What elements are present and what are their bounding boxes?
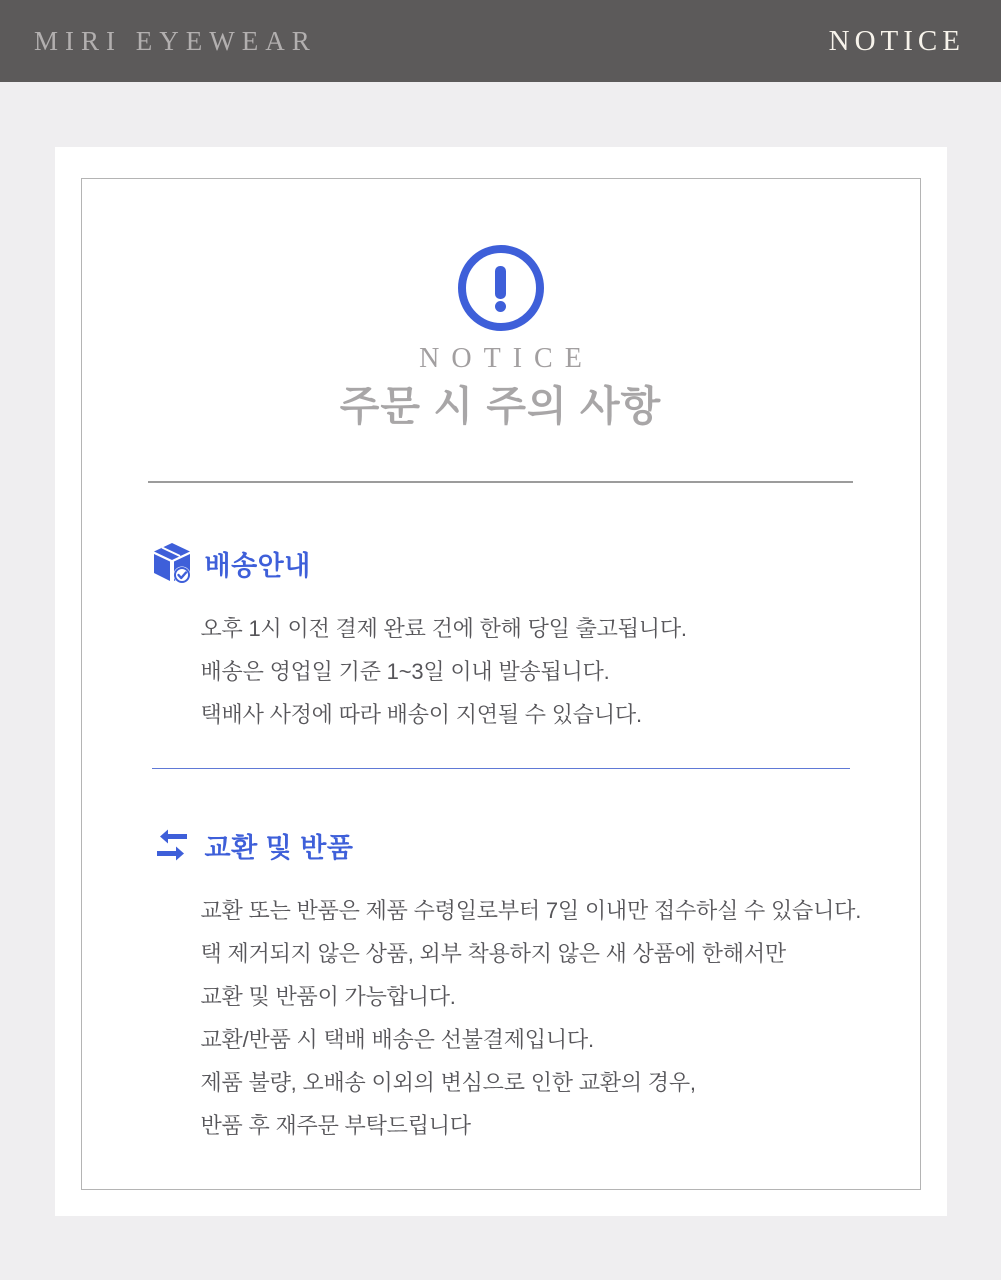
exclamation-bar: [495, 266, 506, 299]
exchange-line: 교환/반품 시 택배 배송은 선불결제입니다.: [200, 1027, 594, 1052]
notice-card: [55, 147, 947, 1216]
title-divider: [148, 481, 853, 483]
section-shipping-title: 배송안내: [204, 550, 311, 581]
package-check-icon: [152, 543, 192, 583]
section-exchange-header: [152, 825, 920, 865]
notice-eyebrow: NOTICE: [419, 343, 594, 374]
shipping-line: 배송은 영업일 기준 1~3일 이내 발송됩니다.: [200, 659, 610, 684]
exchange-line: 교환 및 반품이 가능합니다.: [200, 984, 456, 1009]
notice-card-border-box: [81, 178, 921, 1190]
section-exchange-body: [201, 889, 880, 1147]
section-exchange-title: 교환 및 반품: [204, 832, 354, 863]
exchange-line: 반품 후 재주문 부탁드립니다: [200, 1113, 471, 1138]
section-divider: [152, 768, 850, 769]
exclamation-circle-icon: [458, 245, 544, 331]
exchange-line: 택 제거되지 않은 상품, 외부 착용하지 않은 새 상품에 한해서만: [200, 941, 786, 966]
header-page-label: NOTICE: [828, 24, 965, 57]
section-shipping: [82, 543, 920, 736]
exchange-arrows-icon: [152, 825, 192, 865]
shipping-line: 오후 1시 이전 결제 완료 건에 한해 당일 출고됩니다.: [200, 616, 687, 641]
exchange-line: 교환 또는 반품은 제품 수령일로부터 7일 이내만 접수하실 수 있습니다.: [200, 898, 862, 923]
exclamation-dot: [495, 301, 506, 312]
section-shipping-header: [152, 543, 920, 583]
page-title: 주문 시 주의 사항: [339, 383, 662, 429]
exchange-line: 제품 불량, 오배송 이외의 변심으로 인한 교환의 경우,: [200, 1070, 696, 1095]
section-exchange-return: [82, 825, 920, 1147]
header-bar: [0, 0, 1001, 82]
brand-logo-text: MIRI EYEWEAR: [34, 25, 317, 56]
shipping-line: 택배사 사정에 따라 배송이 지연될 수 있습니다.: [200, 702, 642, 727]
section-shipping-body: [201, 607, 880, 736]
